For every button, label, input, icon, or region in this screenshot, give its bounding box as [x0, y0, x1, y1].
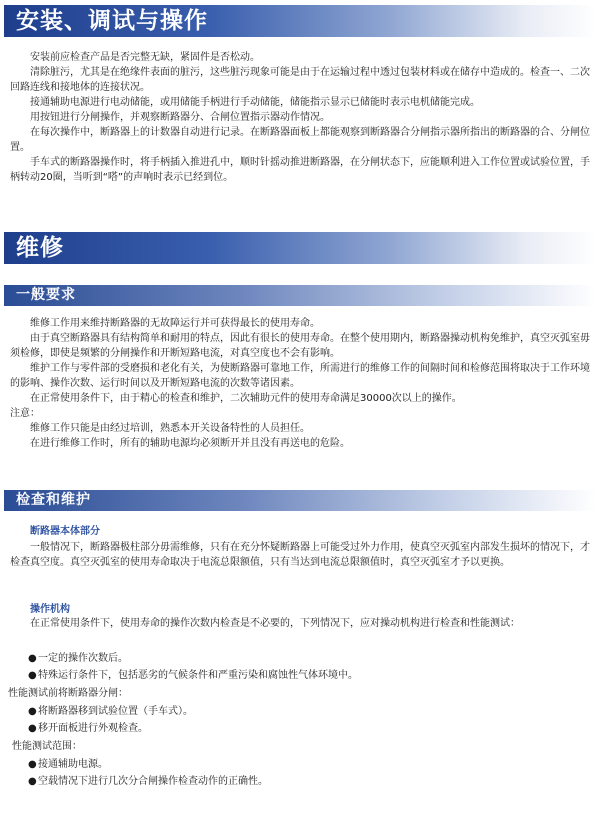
- paragraph: 一般情况下，断路器极柱部分毋需维修，只有在充分怀疑断路器上可能受过外力作用，使真空灭弧室内部发生损坏的情况下，才检查真空度。真空灭弧室的使用寿命取决于电流总限额值，只有当达到电流总限额值时，真空灭弧室才予以更换。: [10, 542, 590, 568]
- paragraph: 安装前应检查产品是否完整无缺，紧固件是否松动。: [30, 52, 260, 63]
- bullet-text: 接通辅助电源。: [38, 759, 108, 770]
- bullet-text: 一定的操作次数后。: [38, 653, 128, 664]
- paragraph: 手车式的断路器操作时，将手柄插入推进孔中，顺时针摇动推进断路器，在分闸状态下，应能顺利进入工作位置或试验位置，手柄转动20圈，当听到“嗒”的声响时表示已经到位。: [10, 157, 590, 183]
- breaker-body-text: [10, 540, 590, 570]
- section-title: 安装、调试与操作: [16, 8, 208, 34]
- mechanism-text: [10, 616, 590, 631]
- bullet-item: [28, 668, 358, 683]
- bullet-text: 移开面板进行外观检查。: [38, 723, 148, 734]
- bullet-item: [28, 774, 268, 789]
- bullet-item: [28, 757, 108, 772]
- bullet-text: 空载情况下进行几次分合闸操作检查动作的正确性。: [38, 776, 268, 787]
- paragraph: 维修工作用来维持断路器的无故障运行并可获得最长的使用寿命。: [30, 318, 320, 329]
- list-label: 性能测试前将断路器分闸：: [8, 688, 128, 699]
- subheading-mechanism: 操作机构: [30, 604, 70, 615]
- paragraph: 在正常使用条件下，使用寿命的操作次数内检查是不必要的，下列情况下，应对操动机构进行检查和性能测试：: [30, 618, 520, 629]
- subsection-header-general: [4, 285, 596, 306]
- bullet-item: [28, 704, 193, 719]
- note-label: 注意：: [10, 408, 40, 419]
- paragraph: 由于真空断路器具有结构简单和耐用的特点，因此有很长的使用寿命。在整个使用期内，断路器操动机构免维护，真空灭弧室毋须检修，即使是频繁的分闸操作和开断短路电流，对真空度也不会有影响。: [10, 333, 590, 359]
- subsection-title: 检查和维护: [16, 492, 91, 508]
- bullet-text: 将断路器移到试验位置（手车式）。: [38, 706, 193, 717]
- section-title: 维修: [16, 235, 64, 261]
- list-label: 性能测试范围：: [12, 741, 82, 752]
- paragraph: 在每次操作中，断路器上的计数器自动进行记录。在断路器面板上都能观察到断路器合分闸指示器所指出的断路器的合、分闸位置。: [10, 127, 590, 153]
- bullet-icon: ●: [28, 723, 37, 734]
- section-header-maintenance: [4, 232, 596, 264]
- paragraph: 接通辅助电源进行电动储能，或用储能手柄进行手动储能，储能指示显示已储能时表示电机储能完成。: [30, 97, 480, 108]
- paragraph: 维护工作与零件部的受磨损和老化有关，为使断路器可靠地工作，所需进行的维修工作的间隔时间和检修范围将取决于工作环境的影响、操作次数、运行时间以及开断短路电流的次数等诸因素。: [10, 363, 590, 389]
- bullet-item: [28, 651, 128, 666]
- bullet-icon: ●: [28, 776, 37, 787]
- note-item: 维修工作只能是由经过培训，熟悉本开关设备特性的人员担任。: [30, 423, 310, 434]
- paragraph: 用按钮进行分闸操作，并观察断路器分、合闸位置指示器动作情况。: [30, 112, 330, 123]
- bullet-text: 特殊运行条件下，包括恶劣的气候条件和严重污染和腐蚀性气体环境中。: [38, 670, 358, 681]
- paragraph: 在正常使用条件下，由于精心的检查和维护，二次辅助元件的使用寿命满足30000次以上的操作。: [30, 393, 462, 404]
- section-header-install: [4, 5, 596, 37]
- bullet-item: [28, 721, 148, 736]
- note-item: 在进行维修工作时，所有的辅助电源均必须断开并且没有再送电的危险。: [30, 438, 350, 449]
- install-text: [10, 50, 590, 185]
- paragraph: 清除脏污，尤其是在绝缘件表面的脏污，这些脏污现象可能是由于在运输过程中透过包装材料或在储存中造成的。检查一、二次回路连线和接地体的连接状况。: [10, 67, 590, 93]
- subsection-header-inspection: [4, 490, 596, 511]
- bullet-icon: ●: [28, 759, 37, 770]
- bullet-icon: ●: [28, 706, 37, 717]
- subsection-title: 一般要求: [16, 287, 76, 303]
- subheading-breaker-body: 断路器本体部分: [30, 526, 100, 537]
- general-text: [10, 316, 590, 451]
- bullet-icon: ●: [28, 670, 37, 681]
- bullet-icon: ●: [28, 653, 37, 664]
